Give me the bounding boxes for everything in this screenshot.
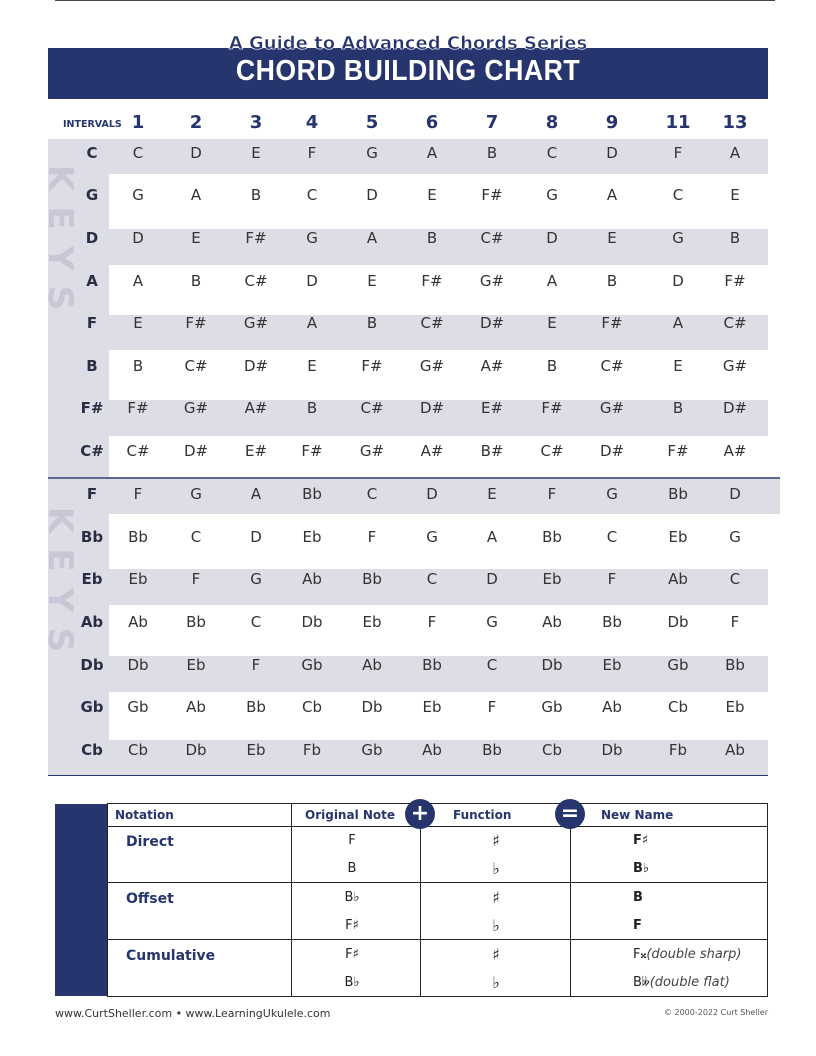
note-cell: Eb	[422, 698, 442, 716]
plus-circle-icon: +	[405, 799, 435, 829]
note-cell: B#	[480, 442, 504, 460]
original-note-cell: B	[347, 861, 357, 876]
note-cell: F	[191, 570, 201, 588]
note-cell: Ab	[725, 741, 745, 759]
note-cell: D	[486, 570, 498, 588]
note-cell: F#	[127, 399, 149, 417]
note-cell: Eb	[246, 741, 266, 759]
original-note-cell: B♭	[344, 890, 360, 905]
function-symbol: ♭	[492, 973, 500, 992]
notation-header: Notation	[115, 808, 174, 822]
note-cell: F	[251, 656, 261, 674]
footer-websites: www.CurtSheller.com • www.LearningUkulele.com	[55, 1007, 331, 1020]
equals-circle-icon: =	[555, 799, 585, 829]
keys-letter: E	[40, 206, 80, 230]
sharp-key-label: C	[86, 144, 98, 162]
note-cell: C#	[723, 314, 747, 332]
keys-letter: S	[40, 285, 80, 311]
note-cell: Db	[601, 741, 623, 759]
series-title: A Guide to Advanced Chords Series	[228, 33, 588, 54]
note-cell: C#	[420, 314, 444, 332]
note-cell: G	[250, 570, 262, 588]
note-cell: Bb	[246, 698, 266, 716]
note-cell: E#	[244, 442, 268, 460]
note-cell: D	[132, 229, 144, 247]
note-cell: Bb	[725, 656, 745, 674]
notation-category: Offset	[126, 891, 174, 907]
note-cell: C	[190, 528, 202, 546]
note-cell: F#	[185, 314, 207, 332]
note-cell: C	[366, 485, 378, 503]
note-cell: Ab	[602, 698, 622, 716]
note-cell: E	[427, 186, 437, 204]
note-cell: D#	[243, 357, 269, 375]
note-cell: A	[306, 314, 318, 332]
note-cell: Fb	[302, 741, 322, 759]
new-name-cell	[633, 890, 643, 905]
note-cell: Db	[127, 656, 149, 674]
flat-key-label: Db	[80, 656, 104, 674]
note-cell: E	[547, 314, 557, 332]
new-name-cell	[633, 861, 649, 876]
note-cell: E	[367, 272, 377, 290]
note-cell: F#	[724, 272, 746, 290]
note-cell: D	[672, 272, 684, 290]
note-cell: Ab	[128, 613, 148, 631]
note-cell: D#	[599, 442, 625, 460]
new-name-cell	[633, 947, 742, 962]
note-cell: D#	[183, 442, 209, 460]
note-cell: E	[307, 357, 317, 375]
notation-group-rule	[107, 882, 768, 883]
sharp-key-label: F#	[80, 399, 104, 417]
new-name-value: B♭	[633, 861, 650, 876]
note-cell: Eb	[128, 570, 148, 588]
note-cell: Db	[301, 613, 323, 631]
note-cell: Cb	[542, 741, 562, 759]
sharp-key-label: G	[85, 186, 99, 204]
flat-key-label: F	[86, 485, 98, 503]
notation-category: Direct	[126, 834, 174, 850]
note-cell: Bb	[128, 528, 148, 546]
note-cell: Eb	[725, 698, 745, 716]
note-cell: E	[730, 186, 740, 204]
notation-sidebar	[55, 804, 108, 996]
note-cell: F	[673, 144, 683, 162]
note-cell: C#	[244, 272, 268, 290]
note-cell: Bb	[542, 528, 562, 546]
note-cell: D	[426, 485, 438, 503]
note-cell: F	[607, 570, 617, 588]
note-cell: B	[606, 272, 618, 290]
original-note-cell: F♯	[345, 918, 359, 933]
note-cell: A	[546, 272, 558, 290]
note-cell: D	[190, 144, 202, 162]
note-cell: F	[547, 485, 557, 503]
new-name-note: (double sharp)	[646, 947, 742, 962]
intervals-label: INTERVALS	[63, 119, 122, 130]
note-cell: C#	[540, 442, 564, 460]
note-cell: B	[306, 399, 318, 417]
note-cell: A#	[244, 399, 268, 417]
note-cell: G#	[419, 357, 445, 375]
interval-number: 13	[722, 112, 748, 133]
note-cell: D	[250, 528, 262, 546]
note-cell: A	[486, 528, 498, 546]
note-cell: F#	[667, 442, 689, 460]
interval-number: 6	[425, 112, 439, 133]
note-cell: B	[546, 357, 558, 375]
interval-number: 5	[365, 112, 379, 133]
note-cell: D#	[419, 399, 445, 417]
function-symbol: ♭	[492, 859, 500, 878]
note-cell: C	[486, 656, 498, 674]
new-name-value: B𝄫	[633, 975, 650, 990]
notation-category: Cumulative	[126, 948, 216, 964]
note-cell: C#	[600, 357, 624, 375]
new-name-value: F♯	[633, 833, 649, 848]
note-cell: C	[672, 186, 684, 204]
note-cell: G	[306, 229, 318, 247]
note-cell: C	[306, 186, 318, 204]
note-cell: A	[426, 144, 438, 162]
interval-number: 8	[545, 112, 559, 133]
note-cell: Bb	[186, 613, 206, 631]
note-cell: Eb	[602, 656, 622, 674]
note-cell: F#	[541, 399, 563, 417]
sharp-key-label: D	[85, 229, 99, 247]
interval-number: 11	[665, 112, 691, 133]
note-cell: D	[306, 272, 318, 290]
interval-number: 7	[485, 112, 499, 133]
note-cell: C#	[184, 357, 208, 375]
note-cell: G	[729, 528, 741, 546]
note-cell: B	[426, 229, 438, 247]
note-cell: E	[133, 314, 143, 332]
top-rule	[55, 0, 775, 1]
flat-key-label: Ab	[80, 613, 104, 631]
note-cell: Ab	[362, 656, 382, 674]
footer-copyright: © 2000-2022 Curt Sheller	[663, 1008, 768, 1017]
notation-col-rule	[291, 803, 292, 997]
note-cell: B	[132, 357, 144, 375]
note-cell: F	[487, 698, 497, 716]
keys-letter: K	[40, 164, 80, 192]
note-cell: Bb	[422, 656, 442, 674]
note-cell: C#	[126, 442, 150, 460]
keys-letter: Y	[40, 587, 80, 613]
note-cell: A	[250, 485, 262, 503]
note-cell: C#	[360, 399, 384, 417]
note-cell: Eb	[542, 570, 562, 588]
flat-key-label: Cb	[81, 741, 103, 759]
note-cell: Gb	[127, 698, 149, 716]
note-cell: D	[366, 186, 378, 204]
note-cell: E	[251, 144, 261, 162]
new-name-cell	[633, 918, 642, 933]
note-cell: F#	[481, 186, 503, 204]
note-cell: G#	[722, 357, 748, 375]
note-cell: A	[672, 314, 684, 332]
sharp-key-label: B	[86, 357, 98, 375]
notation-header-rule	[107, 826, 768, 827]
note-cell: Eb	[668, 528, 688, 546]
note-cell: G#	[479, 272, 505, 290]
flat-key-label: Eb	[81, 570, 103, 588]
note-cell: F#	[301, 442, 323, 460]
chart-title: CHORD BUILDING CHART	[235, 55, 581, 87]
note-cell: F#	[361, 357, 383, 375]
note-cell: Gb	[361, 741, 383, 759]
note-cell: B	[250, 186, 262, 204]
note-cell: Eb	[362, 613, 382, 631]
new-name-note: (double flat)	[649, 975, 730, 990]
chart-bottom-rule	[48, 775, 768, 776]
interval-number: 4	[305, 112, 319, 133]
note-cell: Bb	[302, 485, 322, 503]
function-symbol: ♯	[492, 831, 500, 850]
interval-number: 1	[131, 112, 145, 133]
note-cell: Eb	[186, 656, 206, 674]
note-cell: E	[487, 485, 497, 503]
note-cell: E#	[480, 399, 504, 417]
title-banner	[48, 48, 768, 99]
note-cell: Ab	[186, 698, 206, 716]
note-cell: Db	[667, 613, 689, 631]
note-cell: A	[190, 186, 202, 204]
note-cell: A#	[723, 442, 747, 460]
note-cell: Eb	[302, 528, 322, 546]
notation-table	[107, 803, 768, 997]
note-cell: Bb	[668, 485, 688, 503]
interval-number: 9	[605, 112, 619, 133]
note-cell: F#	[601, 314, 623, 332]
original-note-cell: F♯	[345, 947, 359, 962]
note-cell: D	[606, 144, 618, 162]
note-cell: C	[250, 613, 262, 631]
sharp-flat-divider	[48, 477, 780, 479]
note-cell: Ab	[542, 613, 562, 631]
note-cell: B	[729, 229, 741, 247]
note-cell: Cb	[302, 698, 322, 716]
note-cell: Db	[185, 741, 207, 759]
note-cell: G	[426, 528, 438, 546]
new-name-cell	[633, 833, 648, 848]
note-cell: G#	[183, 399, 209, 417]
note-cell: F#	[421, 272, 443, 290]
note-cell: Bb	[482, 741, 502, 759]
note-cell: B	[190, 272, 202, 290]
note-cell: D	[546, 229, 558, 247]
note-cell: D#	[479, 314, 505, 332]
note-cell: C	[729, 570, 741, 588]
note-cell: Cb	[668, 698, 688, 716]
note-cell: B	[366, 314, 378, 332]
note-cell: G	[190, 485, 202, 503]
note-cell: Cb	[128, 741, 148, 759]
original-note-header: Original Note	[305, 808, 396, 822]
note-cell: G#	[243, 314, 269, 332]
note-cell: G	[486, 613, 498, 631]
note-cell: Ab	[302, 570, 322, 588]
note-cell: Fb	[668, 741, 688, 759]
note-cell: G	[132, 186, 144, 204]
note-cell: E	[673, 357, 683, 375]
note-cell: D	[729, 485, 741, 503]
original-note-cell: F	[348, 833, 356, 848]
note-cell: Db	[361, 698, 383, 716]
note-cell: C	[132, 144, 144, 162]
new-name-value: B	[633, 890, 643, 905]
notation-col-rule	[570, 803, 571, 997]
note-cell: G	[606, 485, 618, 503]
new-name-value: F𝄪	[633, 947, 647, 962]
note-cell: C	[606, 528, 618, 546]
note-cell: F#	[245, 229, 267, 247]
notation-group-rule	[107, 939, 768, 940]
sharp-key-label: C#	[80, 442, 104, 460]
sharp-key-label: F	[86, 314, 98, 332]
note-cell: E	[191, 229, 201, 247]
note-cell: B	[486, 144, 498, 162]
function-header: Function	[453, 808, 512, 822]
interval-number: 3	[249, 112, 263, 133]
flat-key-label: Gb	[80, 698, 104, 716]
note-cell: Gb	[541, 698, 563, 716]
note-cell: Gb	[301, 656, 323, 674]
note-cell: Db	[541, 656, 563, 674]
note-cell: B	[672, 399, 684, 417]
note-cell: A	[729, 144, 741, 162]
note-cell: A#	[480, 357, 504, 375]
note-cell: C	[546, 144, 558, 162]
new-name-cell	[633, 975, 730, 990]
note-cell: A#	[420, 442, 444, 460]
note-cell: F	[307, 144, 317, 162]
keys-letter: E	[40, 548, 80, 572]
note-cell: Bb	[602, 613, 622, 631]
note-cell: F	[730, 613, 740, 631]
note-cell: F	[133, 485, 143, 503]
note-cell: G	[366, 144, 378, 162]
function-symbol: ♯	[492, 945, 500, 964]
note-cell: C	[426, 570, 438, 588]
note-cell: E	[607, 229, 617, 247]
note-cell: Gb	[667, 656, 689, 674]
note-cell: G#	[599, 399, 625, 417]
keys-letter: Y	[40, 245, 80, 271]
note-cell: A	[132, 272, 144, 290]
function-symbol: ♭	[492, 916, 500, 935]
original-note-cell: B♭	[344, 975, 360, 990]
function-symbol: ♯	[492, 888, 500, 907]
note-cell: Ab	[668, 570, 688, 588]
notation-col-rule	[420, 803, 421, 997]
note-cell: D#	[722, 399, 748, 417]
note-cell: A	[606, 186, 618, 204]
note-cell: G	[546, 186, 558, 204]
note-cell: F	[427, 613, 437, 631]
keys-letter: K	[40, 506, 80, 534]
note-cell: G#	[359, 442, 385, 460]
note-cell: C#	[480, 229, 504, 247]
keys-letter: S	[40, 627, 80, 653]
note-cell: F	[367, 528, 377, 546]
note-cell: Ab	[422, 741, 442, 759]
new-name-value: F	[633, 918, 642, 933]
note-cell: G	[672, 229, 684, 247]
interval-number: 2	[189, 112, 203, 133]
note-cell: A	[366, 229, 378, 247]
new-name-header: New Name	[601, 808, 674, 822]
note-cell: Bb	[362, 570, 382, 588]
sharp-key-label: A	[86, 272, 98, 290]
flat-key-label: Bb	[80, 528, 104, 546]
